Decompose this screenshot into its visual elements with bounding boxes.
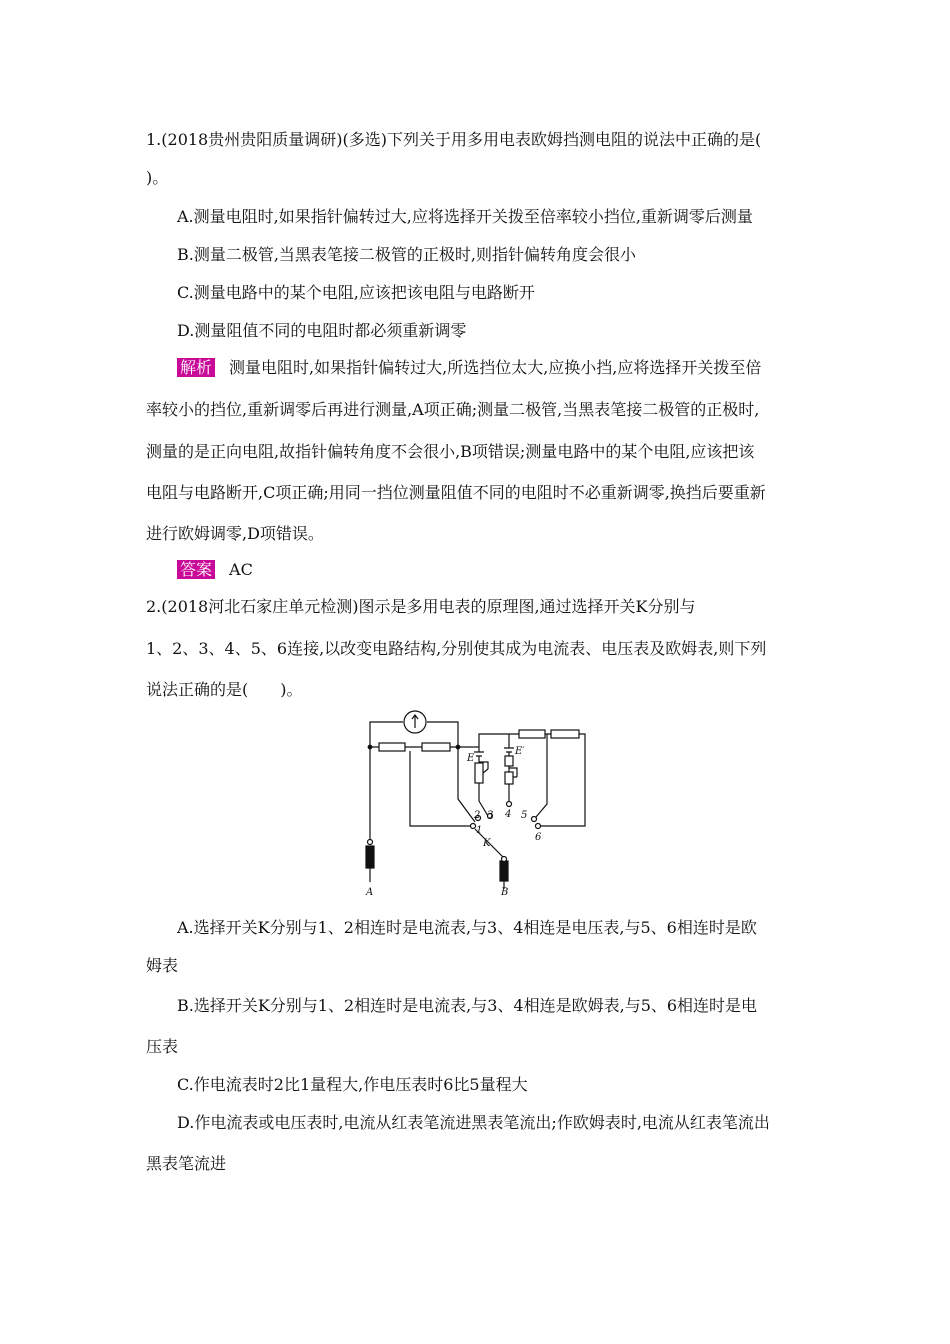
label-a: A: [366, 887, 374, 898]
resistor-r3: [519, 730, 545, 738]
q1-analysis-line-3: 测量的是正向电阻,故指针偏转角度不会很小,B项错误;测量电路中的某个电阻,应该把该: [146, 442, 755, 461]
multimeter-circuit-diagram: [355, 704, 615, 900]
resistor-r2: [422, 743, 450, 751]
label-5: 5: [521, 810, 528, 821]
rheostat-e-prime: [505, 772, 513, 784]
q1-analysis-line-4: 电阻与电路断开,C项正确;用同一挡位测量阻值不同的电阻时不必重新调零,换挡后要重新: [146, 483, 766, 502]
label-e: E: [467, 753, 475, 764]
q1-option-b: B.测量二极管,当黑表笔接二极管的正极时,则指针偏转角度会很小: [177, 245, 637, 264]
q1-answer-line: [177, 559, 253, 581]
label-k: K: [483, 838, 491, 849]
label-1: 1: [476, 825, 483, 836]
q1-option-d: D.测量阻值不同的电阻时都必须重新调零: [177, 321, 467, 340]
label-b: B: [501, 887, 509, 898]
q1-stem-line-1: 1.(2018贵州贵阳质量调研)(多选)下列关于用多用电表欧姆挡测电阻的说法中正确的是(: [146, 130, 762, 149]
q2-stem-line-3: 说法正确的是( )。: [146, 680, 303, 699]
analysis-tag: 解析: [177, 358, 215, 377]
resistor-r1: [379, 743, 405, 751]
label-3: 3: [487, 810, 494, 821]
label-4: 4: [505, 809, 512, 820]
q2-option-a-line-1: A.选择开关K分别与1、2相连时是电流表,与3、4相连是电压表,与5、6相连时是欧: [177, 918, 757, 937]
q2-option-d-line-1: D.作电流表或电压表时,电流从红表笔流进黑表笔流出;作欧姆表时,电流从红表笔流出: [177, 1113, 770, 1132]
resistor-r4: [551, 730, 579, 738]
analysis-text-1: 测量电阻时,如果指针偏转过大,所选挡位太大,应换小挡,应将选择开关拨至倍: [229, 358, 762, 377]
q2-option-c: C.作电流表时2比1量程大,作电压表时6比5量程大: [177, 1075, 528, 1094]
answer-text: AC: [229, 560, 253, 579]
label-2: 2: [474, 810, 481, 821]
q1-option-a: A.测量电阻时,如果指针偏转过大,应将选择开关拨至倍率较小挡位,重新调零后测量: [177, 207, 753, 226]
q1-analysis-line-5: 进行欧姆调零,D项错误。: [146, 524, 324, 543]
rheostat-e: [475, 763, 483, 783]
q1-option-c: C.测量电路中的某个电阻,应该把该电阻与电路断开: [177, 283, 535, 302]
label-6: 6: [535, 832, 542, 843]
q2-option-b-line-1: B.选择开关K分别与1、2相连时是电流表,与3、4相连是欧姆表,与5、6相连时是电: [177, 996, 758, 1015]
q1-stem-line-2: )。: [146, 168, 169, 187]
label-e-prime: E′: [515, 746, 525, 757]
q2-stem-line-2: 1、2、3、4、5、6连接,以改变电路结构,分别使其成为电流表、电压表及欧姆表,则下列: [146, 639, 767, 658]
q2-option-a-line-2: 姆表: [146, 956, 179, 975]
q1-analysis-line-2: 率较小的挡位,重新调零后再进行测量,A项正确;测量二极管,当黑表笔接二极管的正极时,: [146, 400, 760, 419]
answer-tag: 答案: [177, 560, 215, 579]
q2-stem-line-1: 2.(2018河北石家庄单元检测)图示是多用电表的原理图,通过选择开关K分别与: [146, 597, 696, 616]
q2-option-b-line-2: 压表: [146, 1037, 179, 1056]
q2-option-d-line-2: 黑表笔流进: [146, 1154, 227, 1173]
q1-analysis-line-1: [177, 357, 761, 379]
